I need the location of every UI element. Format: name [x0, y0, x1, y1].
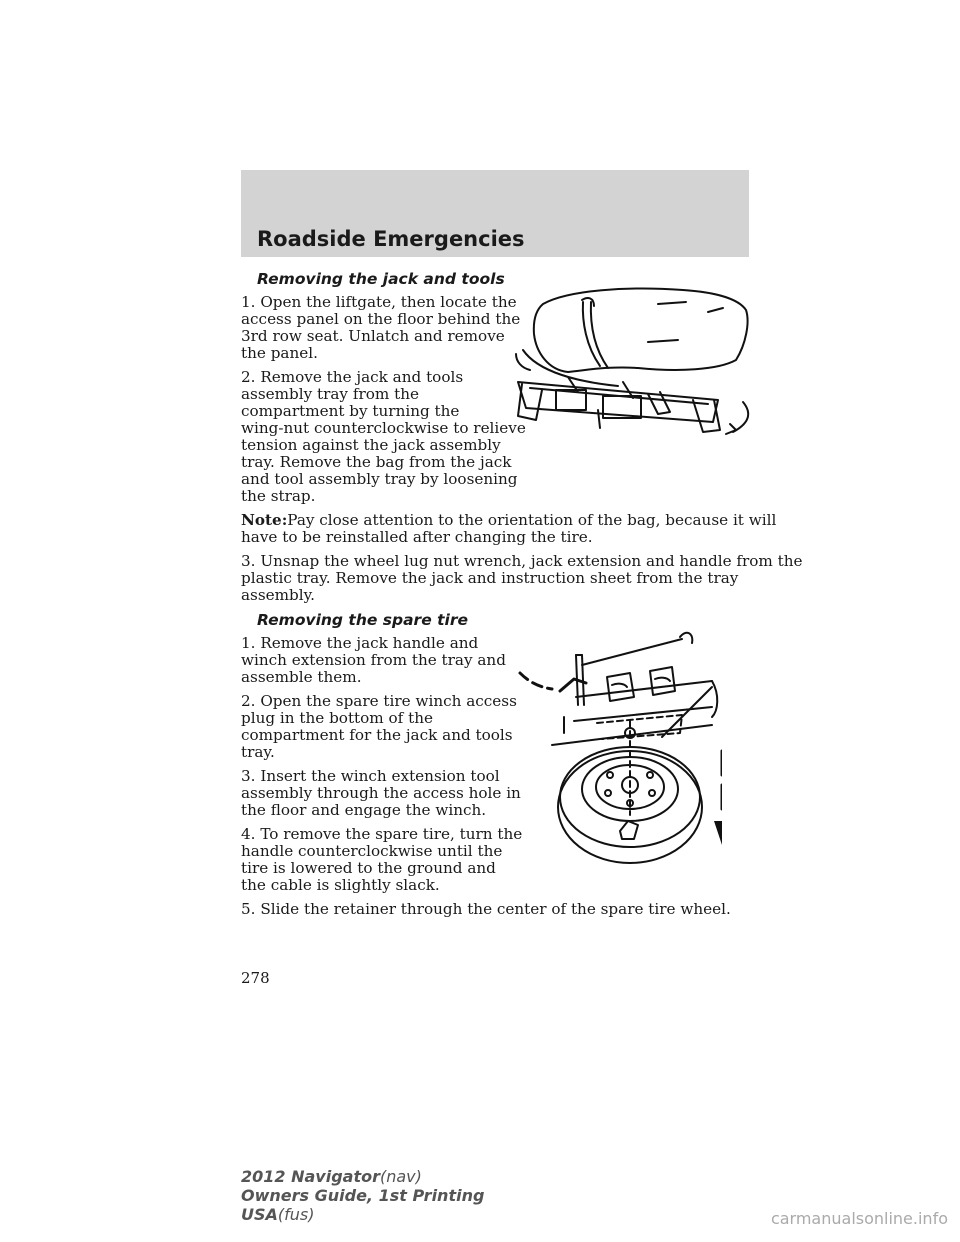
- s2-step2-line4: tray.: [241, 743, 275, 761]
- footer-market: USA: [241, 1205, 278, 1224]
- note-line2: have to be reinstalled after changing the tire.: [241, 528, 593, 546]
- note-text: Pay close attention to the orientation of the bag, because it will: [287, 511, 777, 529]
- step2-line3: compartment by turning the: [241, 402, 460, 420]
- step3-line1: 3. Unsnap the wheel lug nut wrench, jack extension and handle from the: [241, 552, 803, 570]
- section-title: Roadside Emergencies: [257, 227, 525, 251]
- step1-line4: the panel.: [241, 344, 318, 362]
- s2-step2-line3: compartment for the jack and tools: [241, 726, 513, 744]
- footer-line1: [241, 1167, 484, 1186]
- s2-step4-line1: 4. To remove the spare tire, turn the: [241, 825, 523, 843]
- s2-step4-line3: tire is lowered to the ground and: [241, 859, 496, 877]
- s2-step3-line3: the floor and engage the winch.: [241, 801, 487, 819]
- step1-line2: access panel on the floor behind the: [241, 310, 521, 328]
- watermark: carmanualsonline.info: [770, 1209, 948, 1228]
- s2-step2-line2: plug in the bottom of the: [241, 709, 433, 727]
- s2-step1-line3: assemble them.: [241, 668, 362, 686]
- step2-line5: tension against the jack assembly: [241, 436, 501, 454]
- step2-line4: wing-nut counterclockwise to relieve: [241, 419, 526, 437]
- step1-line1: 1. Open the liftgate, then locate the: [241, 293, 517, 311]
- s2-step4-line2: handle counterclockwise until the: [241, 842, 503, 860]
- s2-step5: 5. Slide the retainer through the center of the spare tire wheel.: [241, 900, 731, 918]
- note-label: Note:: [241, 511, 288, 529]
- footer-line3: [241, 1205, 484, 1224]
- step2-line8: the strap.: [241, 487, 316, 505]
- footer-model: 2012 Navigator: [241, 1167, 380, 1186]
- s2-step3-line1: 3. Insert the winch extension tool: [241, 767, 500, 785]
- heading-removing-jack-and-tools: Removing the jack and tools: [257, 270, 505, 288]
- page-number: 278: [241, 969, 270, 987]
- heading-removing-spare-tire: Removing the spare tire: [257, 611, 468, 629]
- jack-tools-tray-illustration: [508, 282, 758, 452]
- footer-line2: Owners Guide, 1st Printing: [241, 1186, 485, 1205]
- s2-step1-line1: 1. Remove the jack handle and: [241, 634, 479, 652]
- step3-line3: assembly.: [241, 586, 316, 604]
- section-header: [241, 170, 749, 257]
- spare-tire-winch-illustration: [512, 625, 722, 875]
- s2-step3-line2: assembly through the access hole in: [241, 784, 521, 802]
- s2-step1-line2: winch extension from the tray and: [241, 651, 506, 669]
- step2-line7: and tool assembly tray by loosening: [241, 470, 518, 488]
- step1-line3: 3rd row seat. Unlatch and remove: [241, 327, 505, 345]
- step2-line1: 2. Remove the jack and tools: [241, 368, 464, 386]
- footer: [241, 1167, 484, 1224]
- s2-step2-line1: 2. Open the spare tire winch access: [241, 692, 517, 710]
- note-line1: [241, 512, 776, 529]
- step2-line2: assembly tray from the: [241, 385, 419, 403]
- step2-line6: tray. Remove the bag from the jack: [241, 453, 512, 471]
- s2-step4-line4: the cable is slightly slack.: [241, 876, 440, 894]
- footer-market-code: (fus): [277, 1205, 315, 1224]
- footer-model-code: (nav): [379, 1167, 422, 1186]
- step3-line2: plastic tray. Remove the jack and instruction sheet from the tray: [241, 569, 739, 587]
